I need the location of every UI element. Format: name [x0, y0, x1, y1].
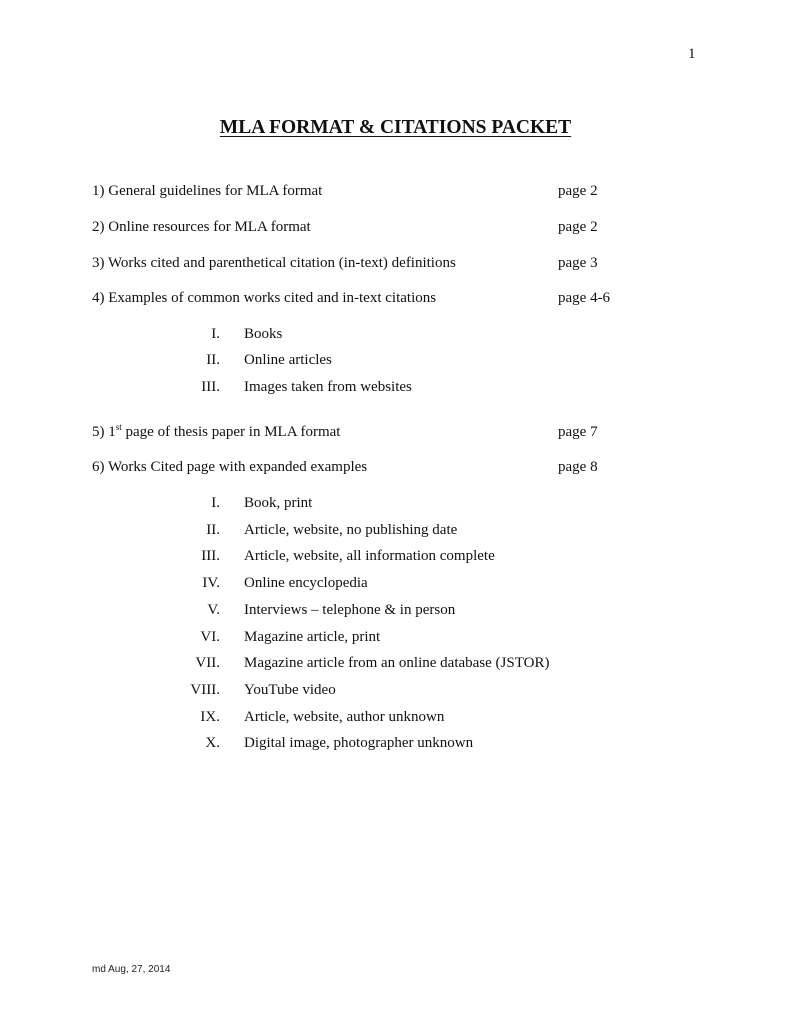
toc-entry-page: page 3 — [558, 255, 598, 271]
toc-entry-page: page 8 — [558, 459, 598, 475]
roman-numeral: III. — [201, 548, 220, 564]
toc-entry — [92, 422, 652, 442]
roman-numeral: IV. — [202, 575, 220, 591]
roman-numeral: II. — [206, 522, 220, 538]
sub-list-item — [150, 350, 650, 370]
toc-entry-text: 3) Works cited and parenthetical citation (in-text) definitions — [92, 255, 456, 271]
sub-list-item-label: Books — [244, 326, 283, 342]
toc-entry-text: 2) Online resources for MLA format — [92, 219, 311, 235]
roman-numeral: VIII. — [190, 682, 220, 698]
document-title: MLA FORMAT & CITATIONS PACKET — [219, 117, 572, 138]
sub-list-item — [150, 493, 650, 513]
ordinal-suffix: st — [115, 422, 122, 432]
sub-list-item — [150, 653, 650, 673]
sub-list-item — [150, 707, 650, 727]
roman-numeral: III. — [201, 379, 220, 395]
toc-entry — [92, 217, 652, 237]
sub-list-item-label: Magazine article from an online database (JSTOR) — [244, 655, 550, 671]
sub-list-item — [150, 680, 650, 700]
sub-list-item-label: Magazine article, print — [244, 629, 381, 645]
sub-list-item — [150, 573, 650, 593]
toc-entry — [92, 253, 652, 273]
toc-entry-text: 6) Works Cited page with expanded examples — [92, 459, 368, 475]
sub-list-item — [150, 377, 650, 397]
toc-entry-page: page 2 — [558, 183, 598, 199]
sub-list-item — [150, 520, 650, 540]
page-number: 1 — [688, 46, 696, 62]
toc-entry-page: page 2 — [558, 219, 598, 235]
toc-entry-prefix: 5) 1 — [92, 424, 116, 440]
sub-list-item — [150, 324, 650, 344]
sub-list-item-label: Article, website, no publishing date — [244, 522, 458, 538]
roman-numeral: VI. — [200, 629, 220, 645]
sub-list-item-label: YouTube video — [244, 682, 336, 698]
roman-numeral: I. — [211, 495, 220, 511]
sub-list-item-label: Digital image, photographer unknown — [244, 735, 474, 751]
roman-numeral: V. — [207, 602, 220, 618]
sub-list-item-label: Book, print — [244, 495, 313, 511]
toc-entry-text: 1) General guidelines for MLA format — [92, 183, 323, 199]
roman-numeral: IX. — [200, 709, 220, 725]
sub-list-item — [150, 627, 650, 647]
toc-entry — [92, 457, 652, 477]
toc-entry — [92, 181, 652, 201]
toc-entry-text — [92, 422, 340, 442]
footer-date-note: md Aug, 27, 2014 — [92, 964, 171, 975]
sub-list-item — [150, 546, 650, 566]
roman-numeral: X. — [205, 735, 220, 751]
roman-numeral: II. — [206, 352, 220, 368]
sub-list-item-label: Images taken from websites — [244, 379, 412, 395]
sub-list-item-label: Article, website, author unknown — [244, 709, 445, 725]
sub-list-item — [150, 600, 650, 620]
sub-list-item-label: Article, website, all information complete — [244, 548, 495, 564]
roman-numeral: VII. — [195, 655, 220, 671]
toc-entry-page: page 7 — [558, 424, 598, 440]
sub-list-item-label: Interviews – telephone & in person — [244, 602, 456, 618]
sub-list-item-label: Online encyclopedia — [244, 575, 368, 591]
toc-entry-text: 4) Examples of common works cited and in-text citations — [92, 290, 437, 306]
roman-numeral: I. — [211, 326, 220, 342]
toc-entry-page: page 4-6 — [558, 290, 611, 306]
toc-entry-rest: page of thesis paper in MLA format — [121, 424, 341, 440]
sub-list-item — [150, 733, 650, 753]
sub-list-item-label: Online articles — [244, 352, 332, 368]
toc-entry — [92, 288, 652, 308]
